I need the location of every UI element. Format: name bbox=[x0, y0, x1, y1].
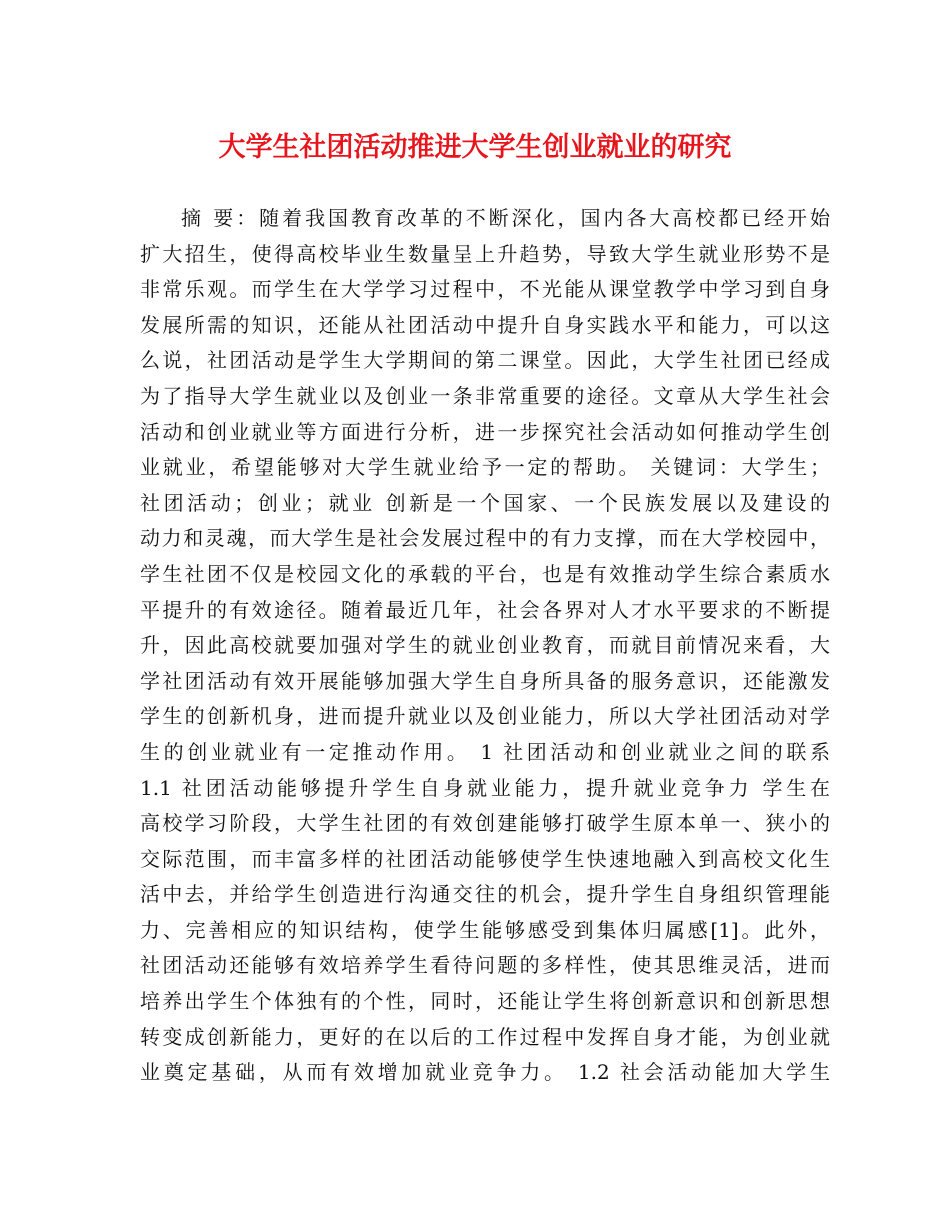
body-line: 力、完善相应的知识结构，使学生能够感受到集体归属感[1]。此外， bbox=[140, 917, 830, 942]
body-line: 平提升的有效途径。随着最近几年，社会各界对人才水平要求的不断提 bbox=[140, 597, 830, 622]
body-line: 非常乐观。而学生在大学学习过程中，不光能从课堂教学中学习到自身 bbox=[140, 277, 830, 302]
body-line: 交际范围，而丰富多样的社团活动能够使学生快速地融入到高校文化生 bbox=[140, 846, 830, 871]
body-line: 社团活动还能够有效培养学生看待问题的多样性，使其思维灵活，进而 bbox=[140, 953, 830, 978]
body-line: 活中去，并给学生创造进行沟通交往的机会，提升学生自身组织管理能 bbox=[140, 882, 830, 907]
body-line: 业奠定基础，从而有效增加就业竞争力。 1.2 社会活动能加大学生 bbox=[140, 1060, 830, 1085]
body-line: 转变成创新能力，更好的在以后的工作过程中发挥自身才能，为创业就 bbox=[140, 1024, 830, 1049]
section-heading-line: 生的创业就业有一定推动作用。 1 社团活动和创业就业之间的联系 bbox=[140, 739, 830, 764]
body-line: 为了指导大学生就业以及创业一条非常重要的途径。文章从大学生社会 bbox=[140, 383, 830, 408]
body-line: 学生的创新机身，进而提升就业以及创业能力，所以大学社团活动对学 bbox=[140, 704, 830, 729]
body-line: 社团活动；创业；就业 创新是一个国家、一个民族发展以及建设的 bbox=[140, 490, 830, 515]
subsection-heading-line: 1.1 社团活动能够提升学生自身就业能力，提升就业竞争力 学生在 bbox=[140, 775, 830, 800]
body-line: 么说，社团活动是学生大学期间的第二课堂。因此，大学生社团已经成 bbox=[140, 348, 830, 373]
body-line: 动力和灵魂，而大学生是社会发展过程中的有力支撑，而在大学校园中， bbox=[140, 526, 830, 551]
body-line: 扩大招生，使得高校毕业生数量呈上升趋势，导致大学生就业形势不是 bbox=[140, 241, 830, 266]
body-line: 学社团活动有效开展能够加强大学生自身所具备的服务意识，还能激发 bbox=[140, 668, 830, 693]
abstract-line-1: 摘 要：随着我国教育改革的不断深化，国内各大高校都已经开始 bbox=[181, 206, 830, 230]
body-line: 学生社团不仅是校园文化的承载的平台，也是有效推动学生综合素质水 bbox=[140, 561, 830, 586]
body-line: 活动和创业就业等方面进行分析，进一步探究社会活动如何推动学生创 bbox=[140, 419, 830, 444]
document-body bbox=[140, 201, 830, 1091]
document-title: 大学生社团活动推进大学生创业就业的研究 bbox=[218, 132, 732, 163]
keywords-line: 业就业，希望能够对大学生就业给予一定的帮助。 关键词：大学生； bbox=[140, 455, 830, 480]
body-line: 升，因此高校就要加强对学生的就业创业教育，而就目前情况来看，大 bbox=[140, 633, 830, 658]
body-line: 高校学习阶段，大学生社团的有效创建能够打破学生原本单一、狭小的 bbox=[140, 811, 830, 836]
body-line: 培养出学生个体独有的个性，同时，还能让学生将创新意识和创新思想 bbox=[140, 989, 830, 1014]
body-line: 发展所需的知识，还能从社团活动中提升自身实践水平和能力，可以这 bbox=[140, 312, 830, 337]
